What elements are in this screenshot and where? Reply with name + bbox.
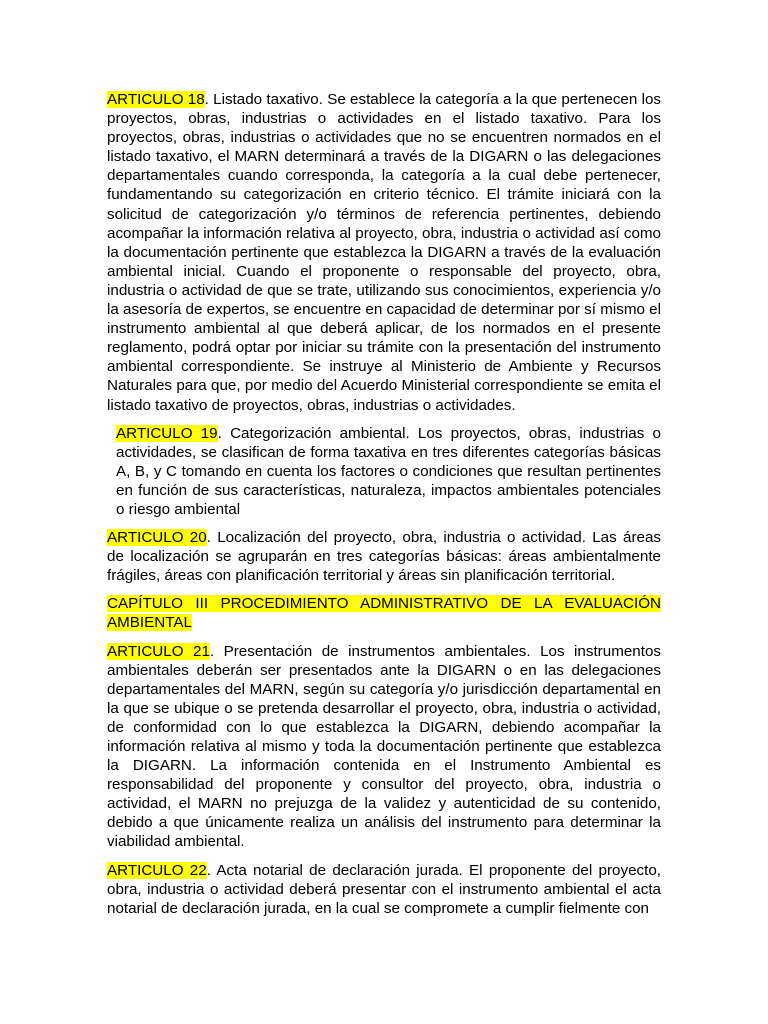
article-19-paragraph <box>107 424 661 519</box>
article-22-heading: ARTICULO 22 <box>107 861 207 879</box>
chapter-3-heading: CAPÍTULO III PROCEDIMIENTO ADMINISTRATIVO DE LA EVALUACIÓN AMBIENTAL <box>107 595 661 632</box>
article-19-heading: ARTICULO 19 <box>116 424 218 442</box>
article-20-paragraph <box>107 528 661 585</box>
article-18-paragraph <box>107 90 661 415</box>
article-19-body: . Categorización ambiental. Los proyectos, obras, industrias o actividades, se clasifican de forma taxativa en tres diferentes categorías básicas A, B, y C tomando en cuenta los factores o condiciones que resultan pertinentes en función de sus características, naturaleza, impactos ambientales potenciales o riesgo ambiental <box>116 424 661 518</box>
chapter-3-heading-paragraph <box>107 594 661 632</box>
article-21-heading: ARTICULO 21 <box>107 642 210 660</box>
article-18-body: . Listado taxativo. Se establece la categoría a la que pertenecen los proyectos, obras, industrias o actividades en el listado taxativo. Para los proyectos, obras, industrias o actividades que no se encuentren normados en el listado taxativo, el MARN determinará a través de la DIGARN o las delegaciones departamentales cuando corresponda, la categoría a la cual debe pertenecer, fundamentando su categorización en criterio técnico. El trámite iniciará con la solicitud de categorización y/o términos de referencia pertinentes, debiendo acompañar la información relativa al proyecto, obra, industria o actividad así como la documentación pertinente que establezca la DIGARN a través de la evaluación ambiental inicial. Cuando el proponente o responsable del proyecto, obra, industria o actividad de que se trate, utilizando sus conocimientos, experiencia y/o la asesoría de expertos, se encuentre en capacidad de determinar por sí mismo el instrumento ambiental al que deberá aplicar, de los normados en el presente reglamento, podrá optar por iniciar su trámite con la presentación del instrumento ambiental correspondiente. Se instruye al Ministerio de Ambiente y Recursos Naturales para que, por medio del Acuerdo Ministerial correspondiente se emita el listado taxativo de proyectos, obras, industrias o actividades. <box>107 91 661 414</box>
article-21-body: . Presentación de instrumentos ambientales. Los instrumentos ambientales deberán ser presentados ante la DIGARN o en las delegaciones departamentales del MARN, según su categoría y/o jurisdicción departamental en la que se ubique o se pretenda desarrollar el proyecto, obra, industria o actividad, de conformidad con lo que establezca la DIGARN, debiendo acompañar la información relativa al mismo y toda la documentación pertinente que establezca la DIGARN. La información contenida en el Instrumento Ambiental es responsabilidad del proponente y consultor del proyecto, obra, industria o actividad, el MARN no prejuzga de la validez y autenticidad de su contenido, debido a que únicamente realiza un análisis del instrumento para determinar la viabilidad ambiental. <box>107 642 661 851</box>
document-page <box>107 90 661 927</box>
article-18-heading: ARTICULO 18 <box>107 91 205 108</box>
article-21-paragraph <box>107 642 661 852</box>
article-20-body: . Localización del proyecto, obra, industria o actividad. Las áreas de localización se agruparán en tres categorías básicas: áreas ambientalmente frágiles, áreas con planificación territorial y áreas sin planificación territorial. <box>107 529 661 585</box>
article-20-heading: ARTICULO 20 <box>107 529 207 547</box>
article-22-paragraph <box>107 861 661 918</box>
article-22-body: . Acta notarial de declaración jurada. El proponente del proyecto, obra, industria o actividad deberá presentar con el instrumento ambiental el acta notarial de declaración jurada, en la cual se compromete a cumplir fielmente con <box>107 861 661 917</box>
